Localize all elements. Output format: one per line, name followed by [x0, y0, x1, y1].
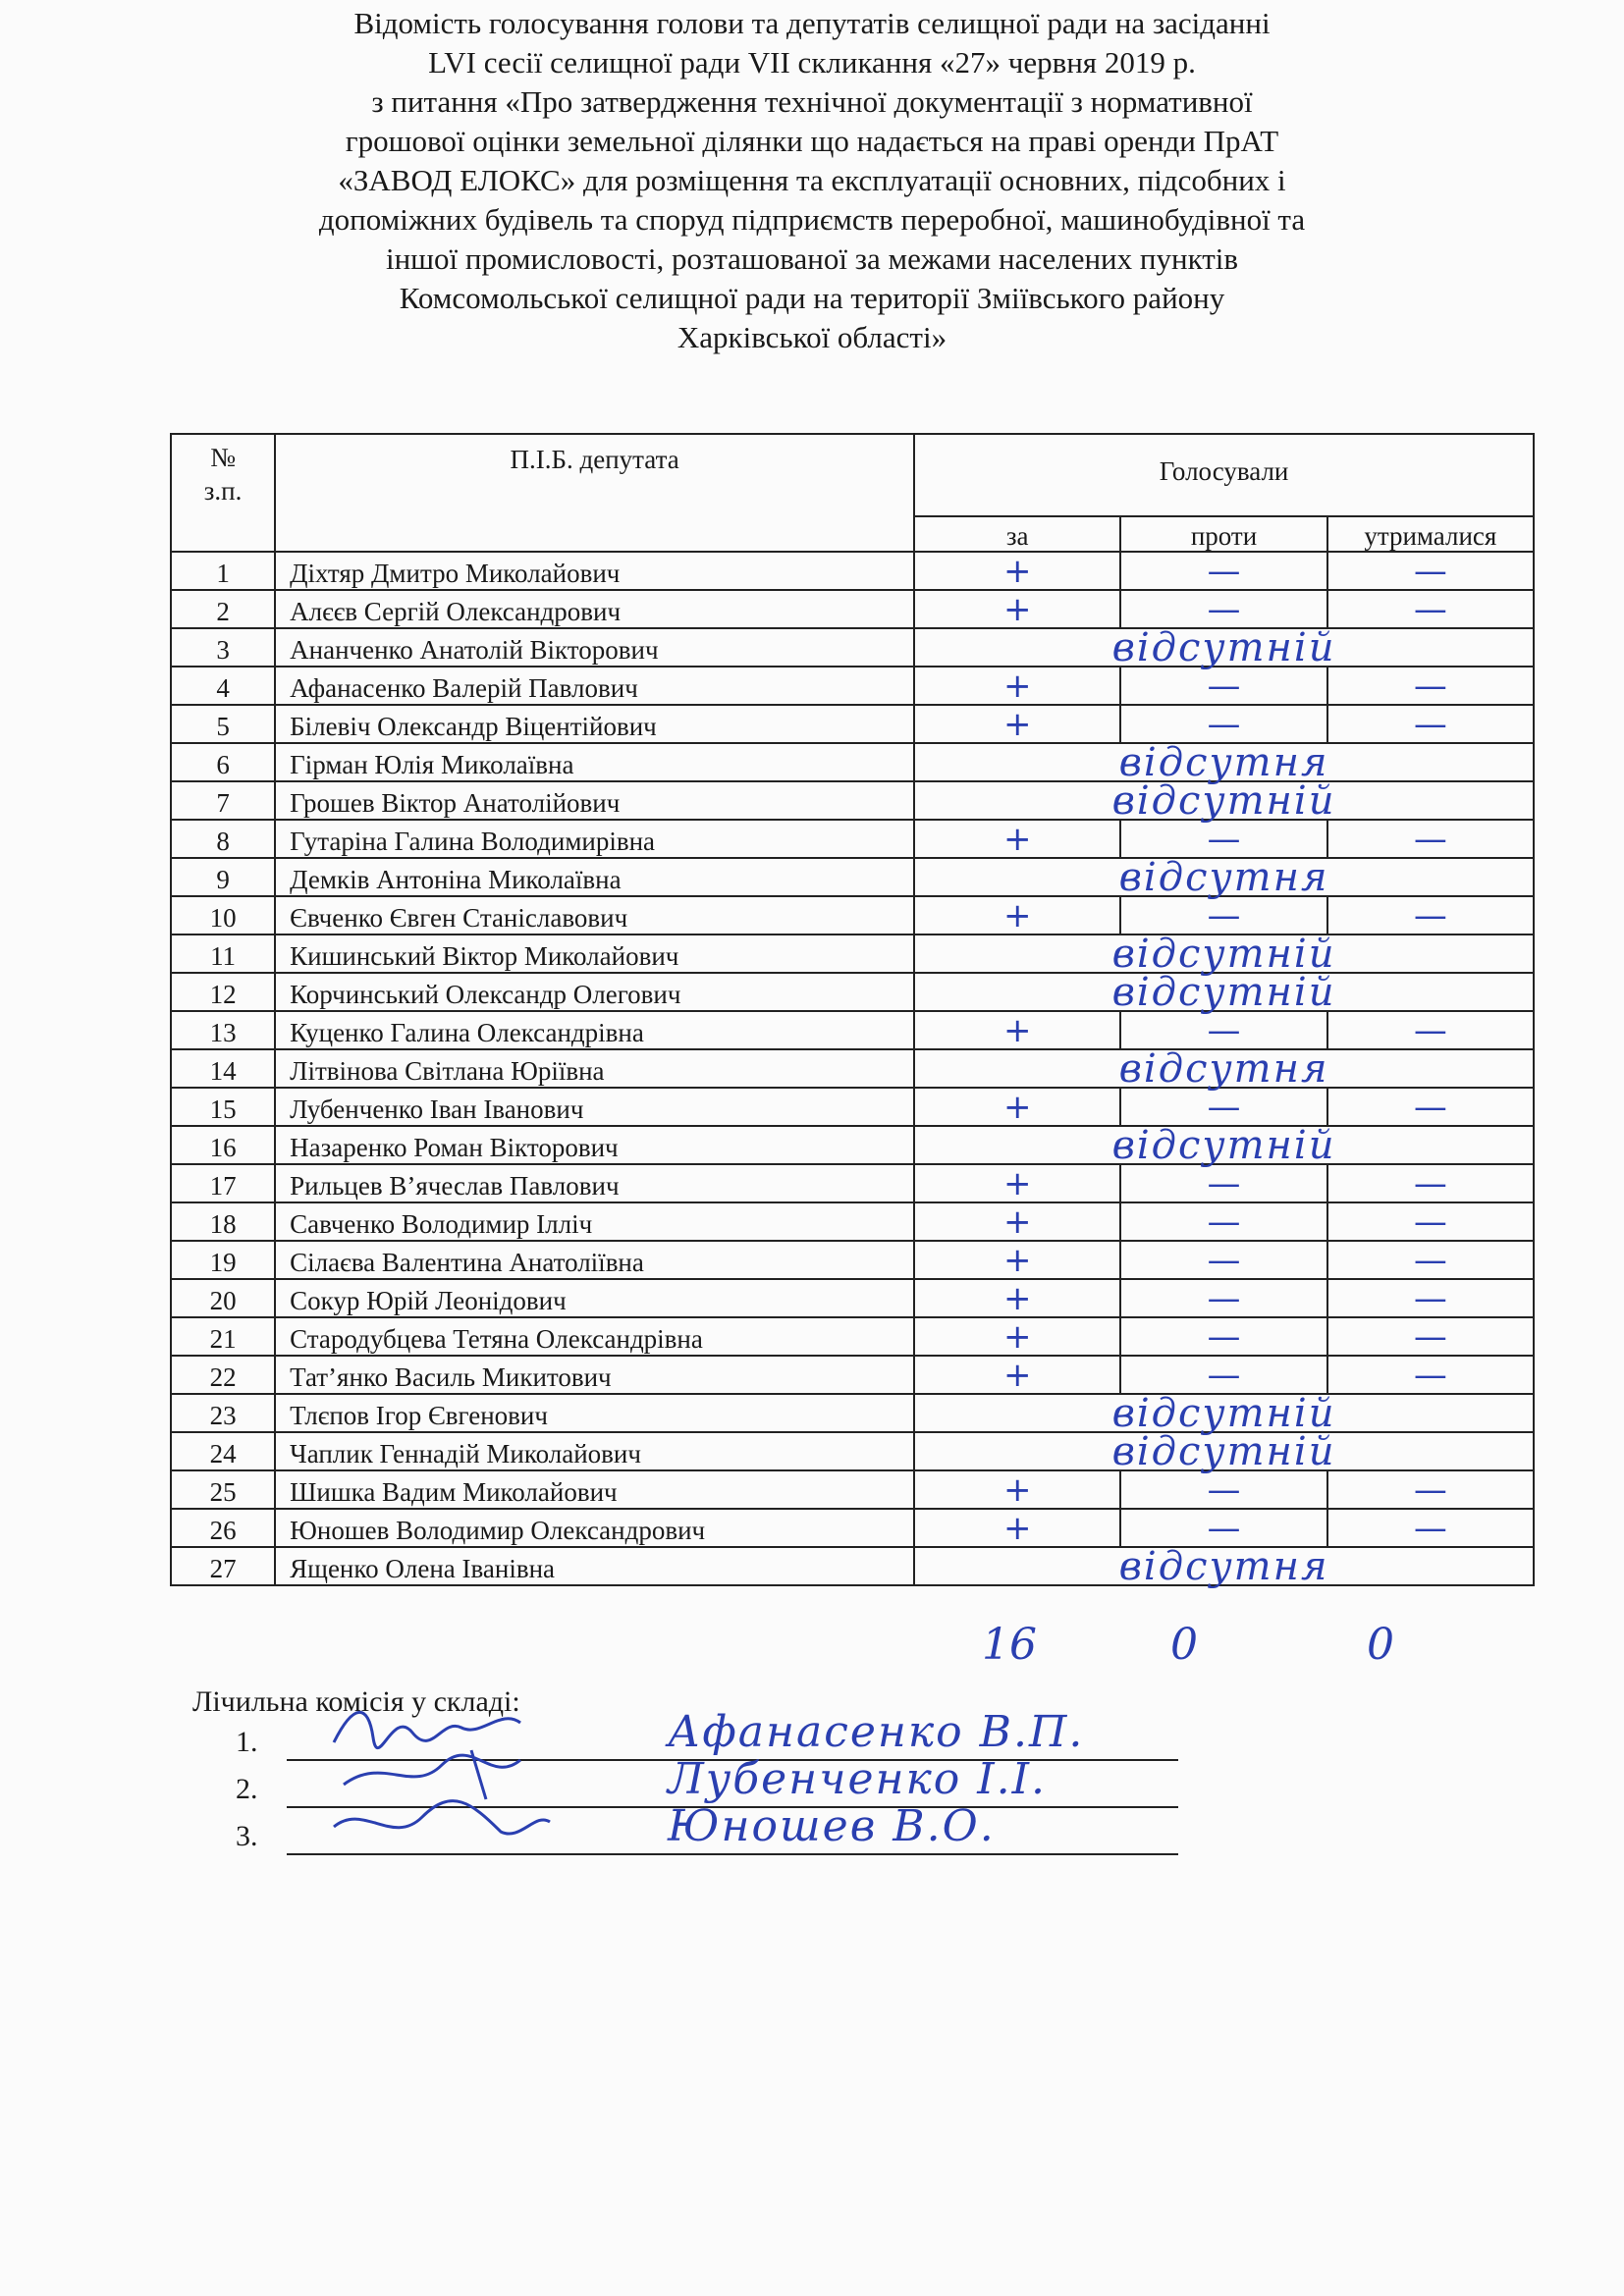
vote-against: — [1120, 1164, 1326, 1202]
table-row [171, 1470, 1534, 1509]
vote-for: + [914, 1011, 1120, 1049]
absent-mark: відсутній [914, 628, 1534, 667]
vote-for: + [914, 1470, 1120, 1509]
vote-for: + [914, 1317, 1120, 1356]
table-row [171, 1356, 1534, 1394]
deputy-name: Ященко Олена Іванівна [275, 1547, 914, 1585]
table-row [171, 934, 1534, 973]
total-for: 16 [982, 1620, 1037, 1670]
row-number: 8 [171, 820, 275, 858]
title-line: Відомість голосування голови та депутатів селищної ради на засіданні [353, 6, 1271, 40]
signature-number: 3. [236, 1820, 258, 1852]
vote-abstain: — [1327, 820, 1534, 858]
title-line: допоміжних будівель та споруд підприємств переробної, машинобудівної та [318, 202, 1306, 237]
vote-for: + [914, 896, 1120, 934]
row-number: 22 [171, 1356, 275, 1394]
vote-for: + [914, 1241, 1120, 1279]
table-row [171, 1088, 1534, 1126]
vote-against: — [1120, 590, 1326, 628]
vote-abstain: — [1327, 1202, 1534, 1241]
table-row [171, 743, 1534, 781]
row-number: 23 [171, 1394, 275, 1432]
table-row [171, 552, 1534, 590]
absent-mark: відсутній [914, 1394, 1534, 1432]
deputy-name: Тат’янко Василь Микитович [275, 1356, 914, 1394]
row-number: 17 [171, 1164, 275, 1202]
vote-abstain: — [1327, 1356, 1534, 1394]
vote-against: — [1120, 1470, 1326, 1509]
vote-abstain: — [1327, 1088, 1534, 1126]
signature-line [236, 1801, 1178, 1857]
row-number: 3 [171, 628, 275, 667]
title-line: «ЗАВОД ЕЛОКС» для розміщення та експлуатації основних, підсобних і [338, 163, 1286, 197]
table-row [171, 1241, 1534, 1279]
vote-for: + [914, 552, 1120, 590]
vote-for: + [914, 1279, 1120, 1317]
vote-abstain: — [1327, 1164, 1534, 1202]
vote-abstain: — [1327, 1509, 1534, 1547]
table-row [171, 1279, 1534, 1317]
table-row [171, 590, 1534, 628]
row-number: 12 [171, 973, 275, 1011]
row-number: 13 [171, 1011, 275, 1049]
table-row [171, 1432, 1534, 1470]
deputy-name: Грошев Віктор Анатолійович [275, 781, 914, 820]
vote-against: — [1120, 820, 1326, 858]
vote-totals [0, 1620, 1624, 1679]
row-number: 2 [171, 590, 275, 628]
table-row [171, 1547, 1534, 1585]
table-row [171, 1202, 1534, 1241]
absent-mark: відсутній [914, 973, 1534, 1011]
vote-against: — [1120, 1011, 1326, 1049]
vote-for: + [914, 667, 1120, 705]
document-title [0, 0, 1624, 357]
absent-mark: відсутня [914, 1547, 1534, 1585]
deputy-name: Куценко Галина Олександрівна [275, 1011, 914, 1049]
deputy-name: Назаренко Роман Вікторович [275, 1126, 914, 1164]
row-number: 27 [171, 1547, 275, 1585]
row-number: 9 [171, 858, 275, 896]
vote-for: + [914, 820, 1120, 858]
deputy-name: Літвінова Світлана Юріївна [275, 1049, 914, 1088]
absent-mark: відсутній [914, 1126, 1534, 1164]
vote-abstain: — [1327, 1279, 1534, 1317]
deputy-name: Демків Антоніна Миколаївна [275, 858, 914, 896]
vote-against: — [1120, 1317, 1326, 1356]
absent-mark: відсутня [914, 1049, 1534, 1088]
total-against: 0 [1170, 1620, 1198, 1670]
vote-for: + [914, 1164, 1120, 1202]
deputy-name: Тлєпов Ігор Євгенович [275, 1394, 914, 1432]
header-against: проти [1120, 516, 1326, 552]
table-row [171, 820, 1534, 858]
header-name: П.І.Б. депутата [275, 434, 914, 552]
vote-against: — [1120, 1088, 1326, 1126]
vote-for: + [914, 1356, 1120, 1394]
signature-number: 1. [236, 1726, 258, 1758]
title-line: іншої промисловості, розташованої за межами населених пунктів [385, 241, 1239, 276]
row-number: 11 [171, 934, 275, 973]
vote-abstain: — [1327, 705, 1534, 743]
row-number: 4 [171, 667, 275, 705]
header-number [171, 434, 275, 552]
vote-for: + [914, 705, 1120, 743]
title-line: з питання «Про затвердження технічної документації з нормативної [371, 84, 1253, 119]
deputy-name: Стародубцева Тетяна Олександрівна [275, 1317, 914, 1356]
absent-mark: відсутній [914, 781, 1534, 820]
header-voted: Голосували [914, 434, 1534, 516]
deputy-name: Діхтяр Дмитро Миколайович [275, 552, 914, 590]
deputy-name: Гірман Юлія Миколаївна [275, 743, 914, 781]
deputy-name: Сокур Юрій Леонідович [275, 1279, 914, 1317]
vote-against: — [1120, 552, 1326, 590]
deputy-name: Сілаєва Валентина Анатоліївна [275, 1241, 914, 1279]
row-number: 19 [171, 1241, 275, 1279]
vote-abstain: — [1327, 1317, 1534, 1356]
table-row [171, 781, 1534, 820]
signature-scribble [324, 1792, 560, 1851]
deputy-name: Алєєв Сергій Олександрович [275, 590, 914, 628]
title-line: LVI сесії селищної ради VII скликання «27» червня 2019 р. [428, 45, 1196, 80]
deputy-name: Шишка Вадим Миколайович [275, 1470, 914, 1509]
table-row [171, 1394, 1534, 1432]
vote-against: — [1120, 1279, 1326, 1317]
title-line: Комсомольської селищної ради на території Зміївського району [399, 281, 1225, 315]
signature-name: Афанасенко В.П. [668, 1707, 1085, 1757]
deputy-name: Юношев Володимир Олександрович [275, 1509, 914, 1547]
deputy-name: Афанасенко Валерій Павлович [275, 667, 914, 705]
title-line: грошової оцінки земельної ділянки що надається на праві оренди ПрАТ [345, 124, 1279, 158]
vote-abstain: — [1327, 896, 1534, 934]
header-number-abbr: з.п. [203, 476, 243, 506]
signature-name: Юношев В.О. [668, 1801, 996, 1851]
row-number: 14 [171, 1049, 275, 1088]
deputy-name: Білевіч Олександр Віцентійович [275, 705, 914, 743]
deputy-name: Гутаріна Галина Володимирівна [275, 820, 914, 858]
absent-mark: відсутня [914, 858, 1534, 896]
vote-abstain: — [1327, 1011, 1534, 1049]
vote-abstain: — [1327, 667, 1534, 705]
table-row [171, 1317, 1534, 1356]
row-number: 26 [171, 1509, 275, 1547]
vote-against: — [1120, 1509, 1326, 1547]
header-for: за [914, 516, 1120, 552]
row-number: 25 [171, 1470, 275, 1509]
vote-against: — [1120, 1241, 1326, 1279]
table-row [171, 1011, 1534, 1049]
deputy-name: Євченко Євген Станіславович [275, 896, 914, 934]
vote-against: — [1120, 1202, 1326, 1241]
table-row [171, 973, 1534, 1011]
vote-abstain: — [1327, 552, 1534, 590]
header-abstain: утрималися [1327, 516, 1534, 552]
vote-against: — [1120, 896, 1326, 934]
vote-for: + [914, 1088, 1120, 1126]
row-number: 10 [171, 896, 275, 934]
signature-number: 2. [236, 1773, 258, 1805]
vote-for: + [914, 1509, 1120, 1547]
row-number: 6 [171, 743, 275, 781]
deputy-name: Чаплик Геннадій Миколайович [275, 1432, 914, 1470]
voting-table [170, 433, 1535, 1589]
absent-mark: відсутній [914, 1432, 1534, 1470]
vote-for: + [914, 1202, 1120, 1241]
vote-against: — [1120, 705, 1326, 743]
table-row [171, 858, 1534, 896]
total-abstain: 0 [1367, 1620, 1394, 1670]
vote-abstain: — [1327, 590, 1534, 628]
deputy-name: Ананченко Анатолій Вікторович [275, 628, 914, 667]
row-number: 1 [171, 552, 275, 590]
table-row [171, 705, 1534, 743]
row-number: 7 [171, 781, 275, 820]
row-number: 16 [171, 1126, 275, 1164]
row-number: 21 [171, 1317, 275, 1356]
deputy-name: Рильцев В’ячеслав Павлович [275, 1164, 914, 1202]
header-number-sign: № [210, 443, 236, 472]
row-number: 24 [171, 1432, 275, 1470]
table-row [171, 1049, 1534, 1088]
vote-abstain: — [1327, 1241, 1534, 1279]
table-row [171, 1509, 1534, 1547]
absent-mark: відсутній [914, 934, 1534, 973]
commission-label: Лічильна комісія у складі: [192, 1685, 520, 1718]
table-row [171, 1126, 1534, 1164]
vote-abstain: — [1327, 1470, 1534, 1509]
vote-for: + [914, 590, 1120, 628]
table-row [171, 1164, 1534, 1202]
row-number: 18 [171, 1202, 275, 1241]
deputy-name: Корчинський Олександр Олегович [275, 973, 914, 1011]
vote-against: — [1120, 1356, 1326, 1394]
deputy-name: Савченко Володимир Ілліч [275, 1202, 914, 1241]
absent-mark: відсутня [914, 743, 1534, 781]
table-row [171, 628, 1534, 667]
deputy-name: Лубенченко Іван Іванович [275, 1088, 914, 1126]
row-number: 20 [171, 1279, 275, 1317]
vote-against: — [1120, 667, 1326, 705]
title-line: Харківської області» [677, 320, 947, 354]
row-number: 5 [171, 705, 275, 743]
table-row [171, 667, 1534, 705]
table-row [171, 896, 1534, 934]
row-number: 15 [171, 1088, 275, 1126]
signature-name: Лубенченко І.І. [668, 1754, 1047, 1804]
deputy-name: Кишинський Віктор Миколайович [275, 934, 914, 973]
